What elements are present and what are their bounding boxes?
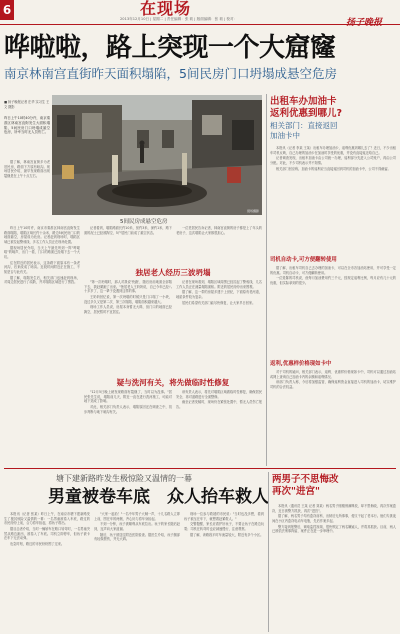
bottom-sidebar-divider <box>268 472 269 632</box>
sidebar-text-3: 对于司机的疑问，相关部门表示，返利、优惠样价格现如卡中，司机可以通过加油站或网上查询自己加油卡内的余额和返利情况。 该部门负责人称，今后将加强监管，确保返利资金直接进入司机的加油卡，切实维护司机的合法权益。 <box>270 370 396 389</box>
lead-body-col2: 记者看到，塌陷路面长约10米，宽约3米，深约1米，路下面的泥土已经被掏空，5户居民门前成了悬空状态。 <box>84 226 172 235</box>
paper-logo: 扬子晚报 <box>346 18 383 28</box>
section2-col1: "12月5日晚上就发现路面有裂缝了，当时以为没事。"居民张先生说，塌陷前几天，附近一直在进行洗河施工，可能对地下造成了影响。 对此，相关部门负责人表示，塌陷原因还在调查之中，初步判断与地下暗沟有关。 <box>84 390 172 414</box>
photo-caption: 5间民房成悬空危房 <box>120 219 168 225</box>
sidebar-text-1: 本报讯（记者 李某 王某）出租车办理加油卡，返利优惠到哪儿去了？近日，不少出租车司机反映，自己办理的加油卡在加油时享受的优惠，并没有直接返还给自己。 记者调查发现，出租车加油卡由公司统一办理，返利部分先进入公司账户，再由公司分配。对此，不少司机表示并不知情。 相关部门回应称，加油卡的返利应当直接返回到司机的加油卡中，公司不得截留。 <box>270 146 396 171</box>
lead-body-col3: 一位老居民告诉记者，林南宫直街的房子都是上了年头的老房子，这次塌陷让大家都很担心。 <box>176 226 262 235</box>
bottom-col3: 现场一位参与救援的市民说："当时也没多想，看到孩子被压在车下，就想着赶紧救人。" 交警提醒，家长应看护好孩子，不要让孩子在路边玩耍；司机在转弯时也应减速慢行，注意观察。 据了解，该路段平时车流量较大，附近有多个小区。 <box>184 512 264 537</box>
sidebar-sub-2: 返利,优惠样价格现如卡中 <box>270 361 332 367</box>
photo-credit: 现场摄影 <box>246 209 259 213</box>
bottom-sidebar-head-1: 两男子不思悔改 <box>272 474 339 485</box>
bottom-sidebar-head-2: 再次"进宫" <box>272 486 320 497</box>
sidebar-divider <box>266 94 267 466</box>
masthead <box>0 0 400 28</box>
lead-body-col1: 昨日上午10时许，南京市秦淮区林南宫直街发生路面塌陷，塌陷区域长约十余米，路边5间民房门口的地面悬空，房屋成为危房。记者赶到现场时，塌陷区域已被拉起警戒线，多名工作人员正在现场处置。 据现场居民介绍，当天上午最先听到一阵"哗啦啦"的响声，出门一看，门口的路面已经塌下去一个大坑。 住在附近的居民表示，这条路下面原本有一条老河沟，后来改成了暗沟。近段时间附近正在施工，不知是否与此有关。 据了解，塌陷发生后，相关部门迅速赶到现场，对周边居民进行了疏散，并对塌陷区域进行了围挡。 <box>4 226 80 285</box>
section1-col1: "第一次坍塌时，那人对我说'快跑'，随后房前地面全部陷下去，我赶紧跑了出来。"独居老人王奶奶说，自己今年已经八十多岁了，这一辈子没遇到这样的事。 王奶奶回忆说，第一次坍塌的时候只是门口塌了一小块，没过多久又是第二次、第三次塌陷，塌陷面积越来越大。 现场工作人员说，房屋本身暂无大碍，但门口的地面已经掏空，居民暂时不宜居住。 <box>84 280 172 314</box>
sidebar-text-2: 据了解，出租车司机自己去办理的加油卡，可以在全市各加油站使用，并可享受一定的优惠。司机自动卡，可方便翻转使用。 一位姓陈的司机说，他每月加油费用约三千元，按规定返利比例，每月应有几十元的优惠，但实际拿到的很少。 <box>270 266 396 285</box>
sidebar-head-3: 相关部门：直接返回 <box>270 121 338 130</box>
bottom-headline: 男童被卷车底 众人抬车救人 <box>48 487 269 507</box>
masthead-rule <box>0 24 400 25</box>
section2-col2: 该负责人表示，将先对塌陷区域做临时性修复，确保居民安全，再对道路进行全面整修。 截至记者发稿时，现场仍在紧张处置中，暂无人员伤亡报告。 <box>176 390 262 409</box>
bottom-col1: 本报讯（记者 张某）昨日上午，在南京市塘下建新路发生了极其惊险又温情的一幕：一名男童被卷入车底，路过的市民纷纷上前，合力将车抬起，将孩子救出。 据目击者介绍，当时一辆轿车在路口转弯时，一名男童突然从路边跑出，被卷入了车底。司机立即停车，但孩子被卡在车下无法动弹。 危急时刻，路边的市民纷纷围了过来。 <box>4 512 90 546</box>
bottom-sidebar <box>272 474 396 632</box>
subhead-1: 独居老人经历三波坍塌 <box>135 268 211 277</box>
dateline: 2013年12月10日 | 星期二 | 责任编辑：张 莉 | 版面编辑：张 莉 | 校对： <box>120 17 238 21</box>
section1-col2: 记者在现场看到，塌陷区域周围已经拉起了警戒线，几名工作人员正在测量塌陷面积。附近的居民纷纷出来围观。 据了解，这一带的房屋多建于上世纪，下面原有老河道，地质条件较为复杂。 居民们希望有关部门能尽快修复，让大家早日回家。 <box>176 280 262 305</box>
section-title: 在现场 <box>140 0 192 18</box>
bottom-col2: "大家一起抬！"一名中年男子大喊一声，十几名路人立即上前，围在车的两侧，齐心协力将车身抬起。 不到一分钟，孩子被顺利从车底拉出。孩子的家长随后赶到，连声向大家道谢。 随后，孩子被送往附近医院检查。据医生介绍，孩子腿部有轻微擦伤，并无大碍。 <box>94 512 180 542</box>
sidebar-sub-1: 司机自动卡,可方便翻转使用 <box>270 257 337 263</box>
sidebar-head-2: 返利优惠到哪儿? <box>270 108 343 119</box>
sidebar-head-1: 出租车办加油卡 <box>270 96 337 107</box>
sidebar <box>270 96 396 466</box>
sidebar-head-4: 加油卡中 <box>270 131 300 140</box>
caption-credit: ■ 扬子晚报记者 庄华 实习生 王 文 摄影 <box>4 100 50 109</box>
intro-text: 昨日上午10时40分许，南京秦淮区林南宫直街发生大面积塌陷，5间民房门口坍塌成悬空危房，所幸当时无人员伤亡。 <box>4 116 50 135</box>
lead-photo <box>52 95 262 215</box>
bottom-divider <box>4 468 396 469</box>
lead-headline: 哗啦啦，路上突现一个大窟窿 <box>4 33 336 63</box>
bottom-kicker: 塘下建新路昨发生极惊险又温情的一幕 <box>56 474 192 483</box>
bottom-sidebar-text: 本报讯（通讯员 王某 记者 刘某）两名男子刚刚刑满释放，却不思悔改，再次作案盗窃，近日被警方抓获，再次"进宫"。 据了解，两名男子均有盗窃前科，出狱后无所事事，便又干起了老本行。他们专挑夜间在小区内盗窃电动车电瓶，先后作案多起。 警方接到报警后，调取监控视频，很快锁定了两名嫌疑人，并将其抓获。目前，两人已被依法刑事拘留，案件正在进一步审理中。 <box>272 504 396 534</box>
lead-text-left: 据了解，林南宫直街多为老旧民房，路面下方原有暗沟。现场居民介绍，最早发现路面出现裂缝是在上午十点左右。 <box>4 160 50 178</box>
street-scene-photo <box>52 95 262 215</box>
subhead-2: 疑与洗河有关，将先做临时性修复 <box>116 378 230 387</box>
page-number: 6 <box>0 0 14 20</box>
lead-subhead: 南京林南宫直街昨天面积塌陷，5间民房门口坍塌成悬空危房 <box>4 66 337 81</box>
